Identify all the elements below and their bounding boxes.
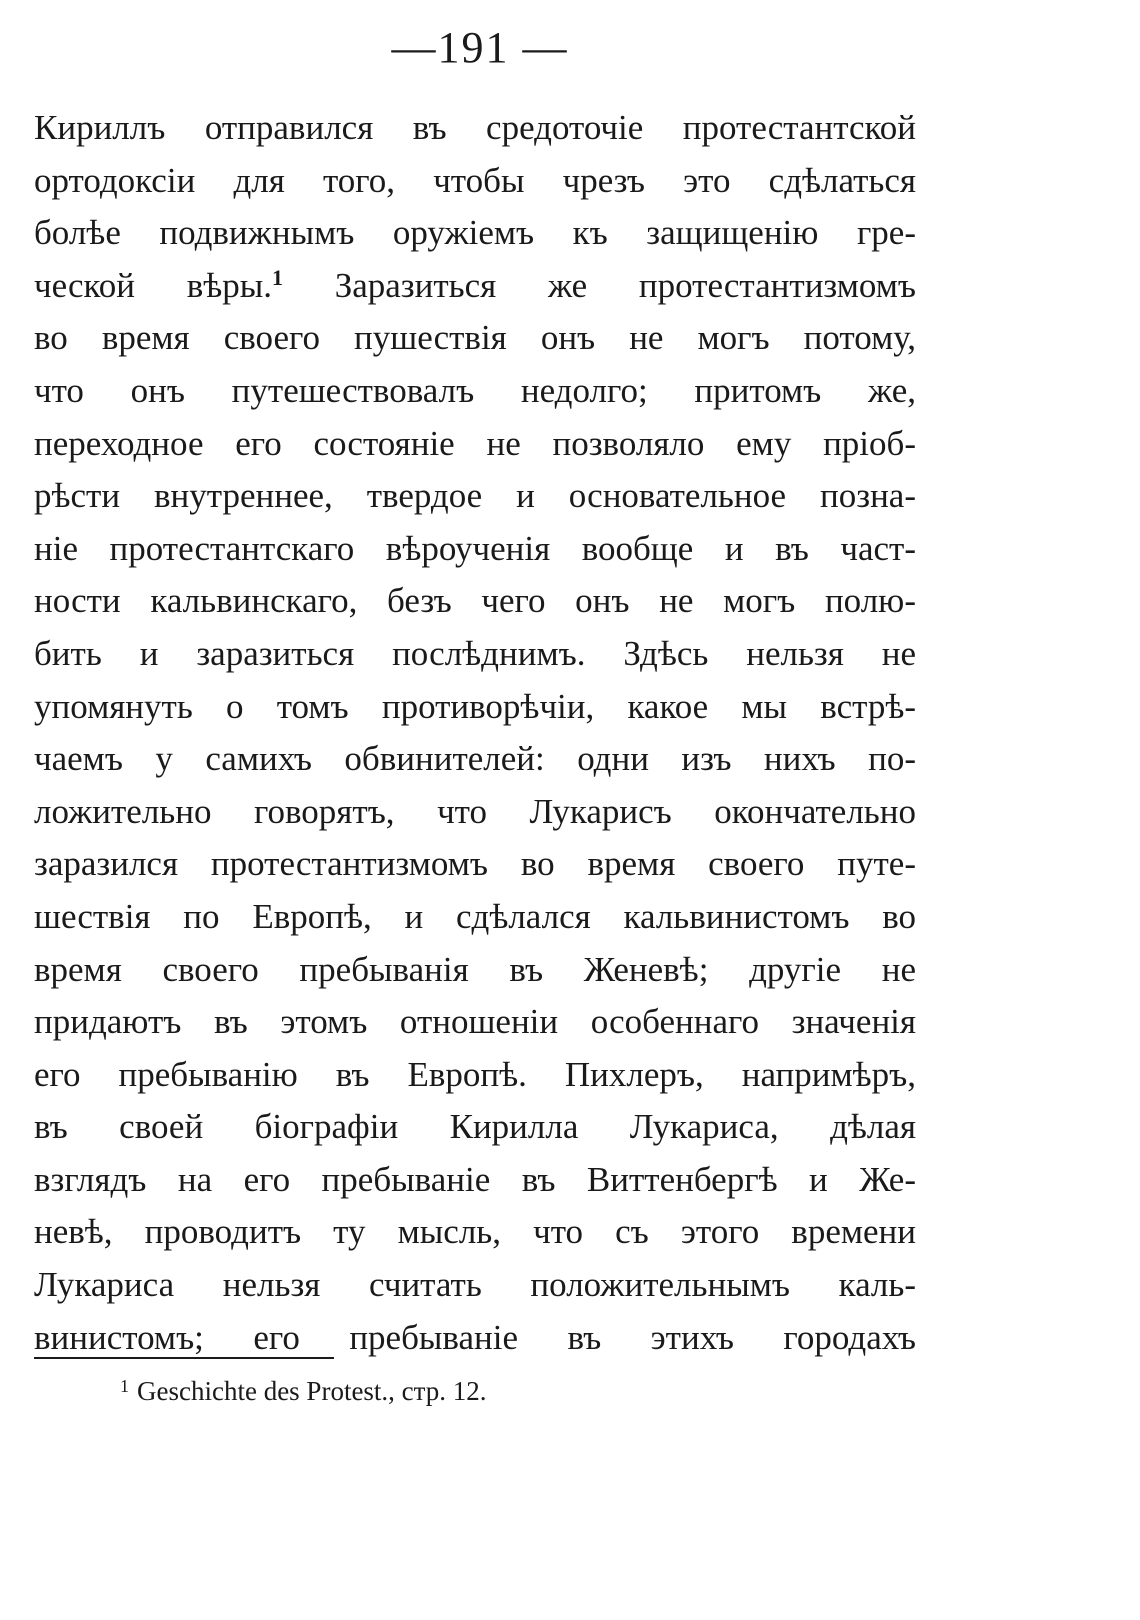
text-line: чаемъ у самихъ обвинителей: одни изъ нихъ по- (34, 739, 916, 779)
footnote (120, 1368, 487, 1409)
text-line: что онъ путешествовалъ недолго; притомъ же, (34, 370, 916, 410)
text-line: ложительно говорятъ, что Лукарисъ окончательно (34, 791, 916, 831)
text-line: взглядъ на его пребываніе въ Виттенбергѣ и Же- (34, 1159, 916, 1199)
text-line: заразился протестантизмомъ во время своего путе- (34, 844, 916, 884)
text-line: Лукариса нельзя считать положительнымъ каль- (34, 1265, 916, 1305)
footnote-text: Geschichte des Protest., стр. 12. (137, 1376, 487, 1406)
text-line: ности кальвинскаго, безъ чего онъ не могъ полю- (34, 581, 916, 621)
text-fragment: Заразиться же протестантизмомъ (334, 265, 916, 305)
text-line: шествія по Европѣ, и сдѣлался кальвинистомъ во (34, 896, 916, 936)
page-number: —191 — (391, 23, 569, 72)
text-line: Кириллъ отправился въ средоточіе протестантской (34, 108, 916, 147)
body-text (34, 102, 916, 1364)
text-line: бить и заразиться послѣднимъ. Здѣсь нельзя не (34, 633, 916, 673)
text-line: винистомъ; его пребываніе въ этихъ городахъ (34, 1317, 916, 1357)
text-line: придаютъ въ этомъ отношеніи особеннаго значенія (34, 1002, 916, 1042)
text-line: переходное его состояніе не позволяло ему пріоб- (34, 423, 916, 463)
text-line-with-footnote-ref (34, 260, 916, 313)
text-line: упомянуть о томъ противорѣчіи, какое мы встрѣ- (34, 686, 916, 726)
text-line: ніе протестантскаго вѣроученія вообще и въ част- (34, 528, 916, 568)
text-line: время своего пребыванія въ Женевѣ; другіе не (34, 949, 916, 989)
text-line: во время своего пушествія онъ не могъ потому, (34, 318, 916, 358)
text-line: его пребыванію въ Европѣ. Пихлеръ, напримѣръ, (34, 1054, 916, 1094)
text-line: болѣе подвижнымъ оружіемъ къ защищенію гре- (34, 213, 916, 253)
text-line: ортодоксіи для того, чтобы чрезъ это сдѣлаться (34, 160, 916, 200)
footnote-mark: 1 (120, 1376, 129, 1396)
text-line: невѣ, проводитъ ту мысль, что съ этого времени (34, 1212, 916, 1252)
text-line: рѣсти внутреннее, твердое и основательное позна- (34, 476, 916, 516)
text-line: въ своей біографіи Кирилла Лукариса, дѣлая (34, 1107, 916, 1147)
footnote-reference: 1 (272, 264, 283, 290)
footnote-divider (34, 1357, 334, 1359)
text-fragment: ческой вѣры. (34, 265, 272, 305)
